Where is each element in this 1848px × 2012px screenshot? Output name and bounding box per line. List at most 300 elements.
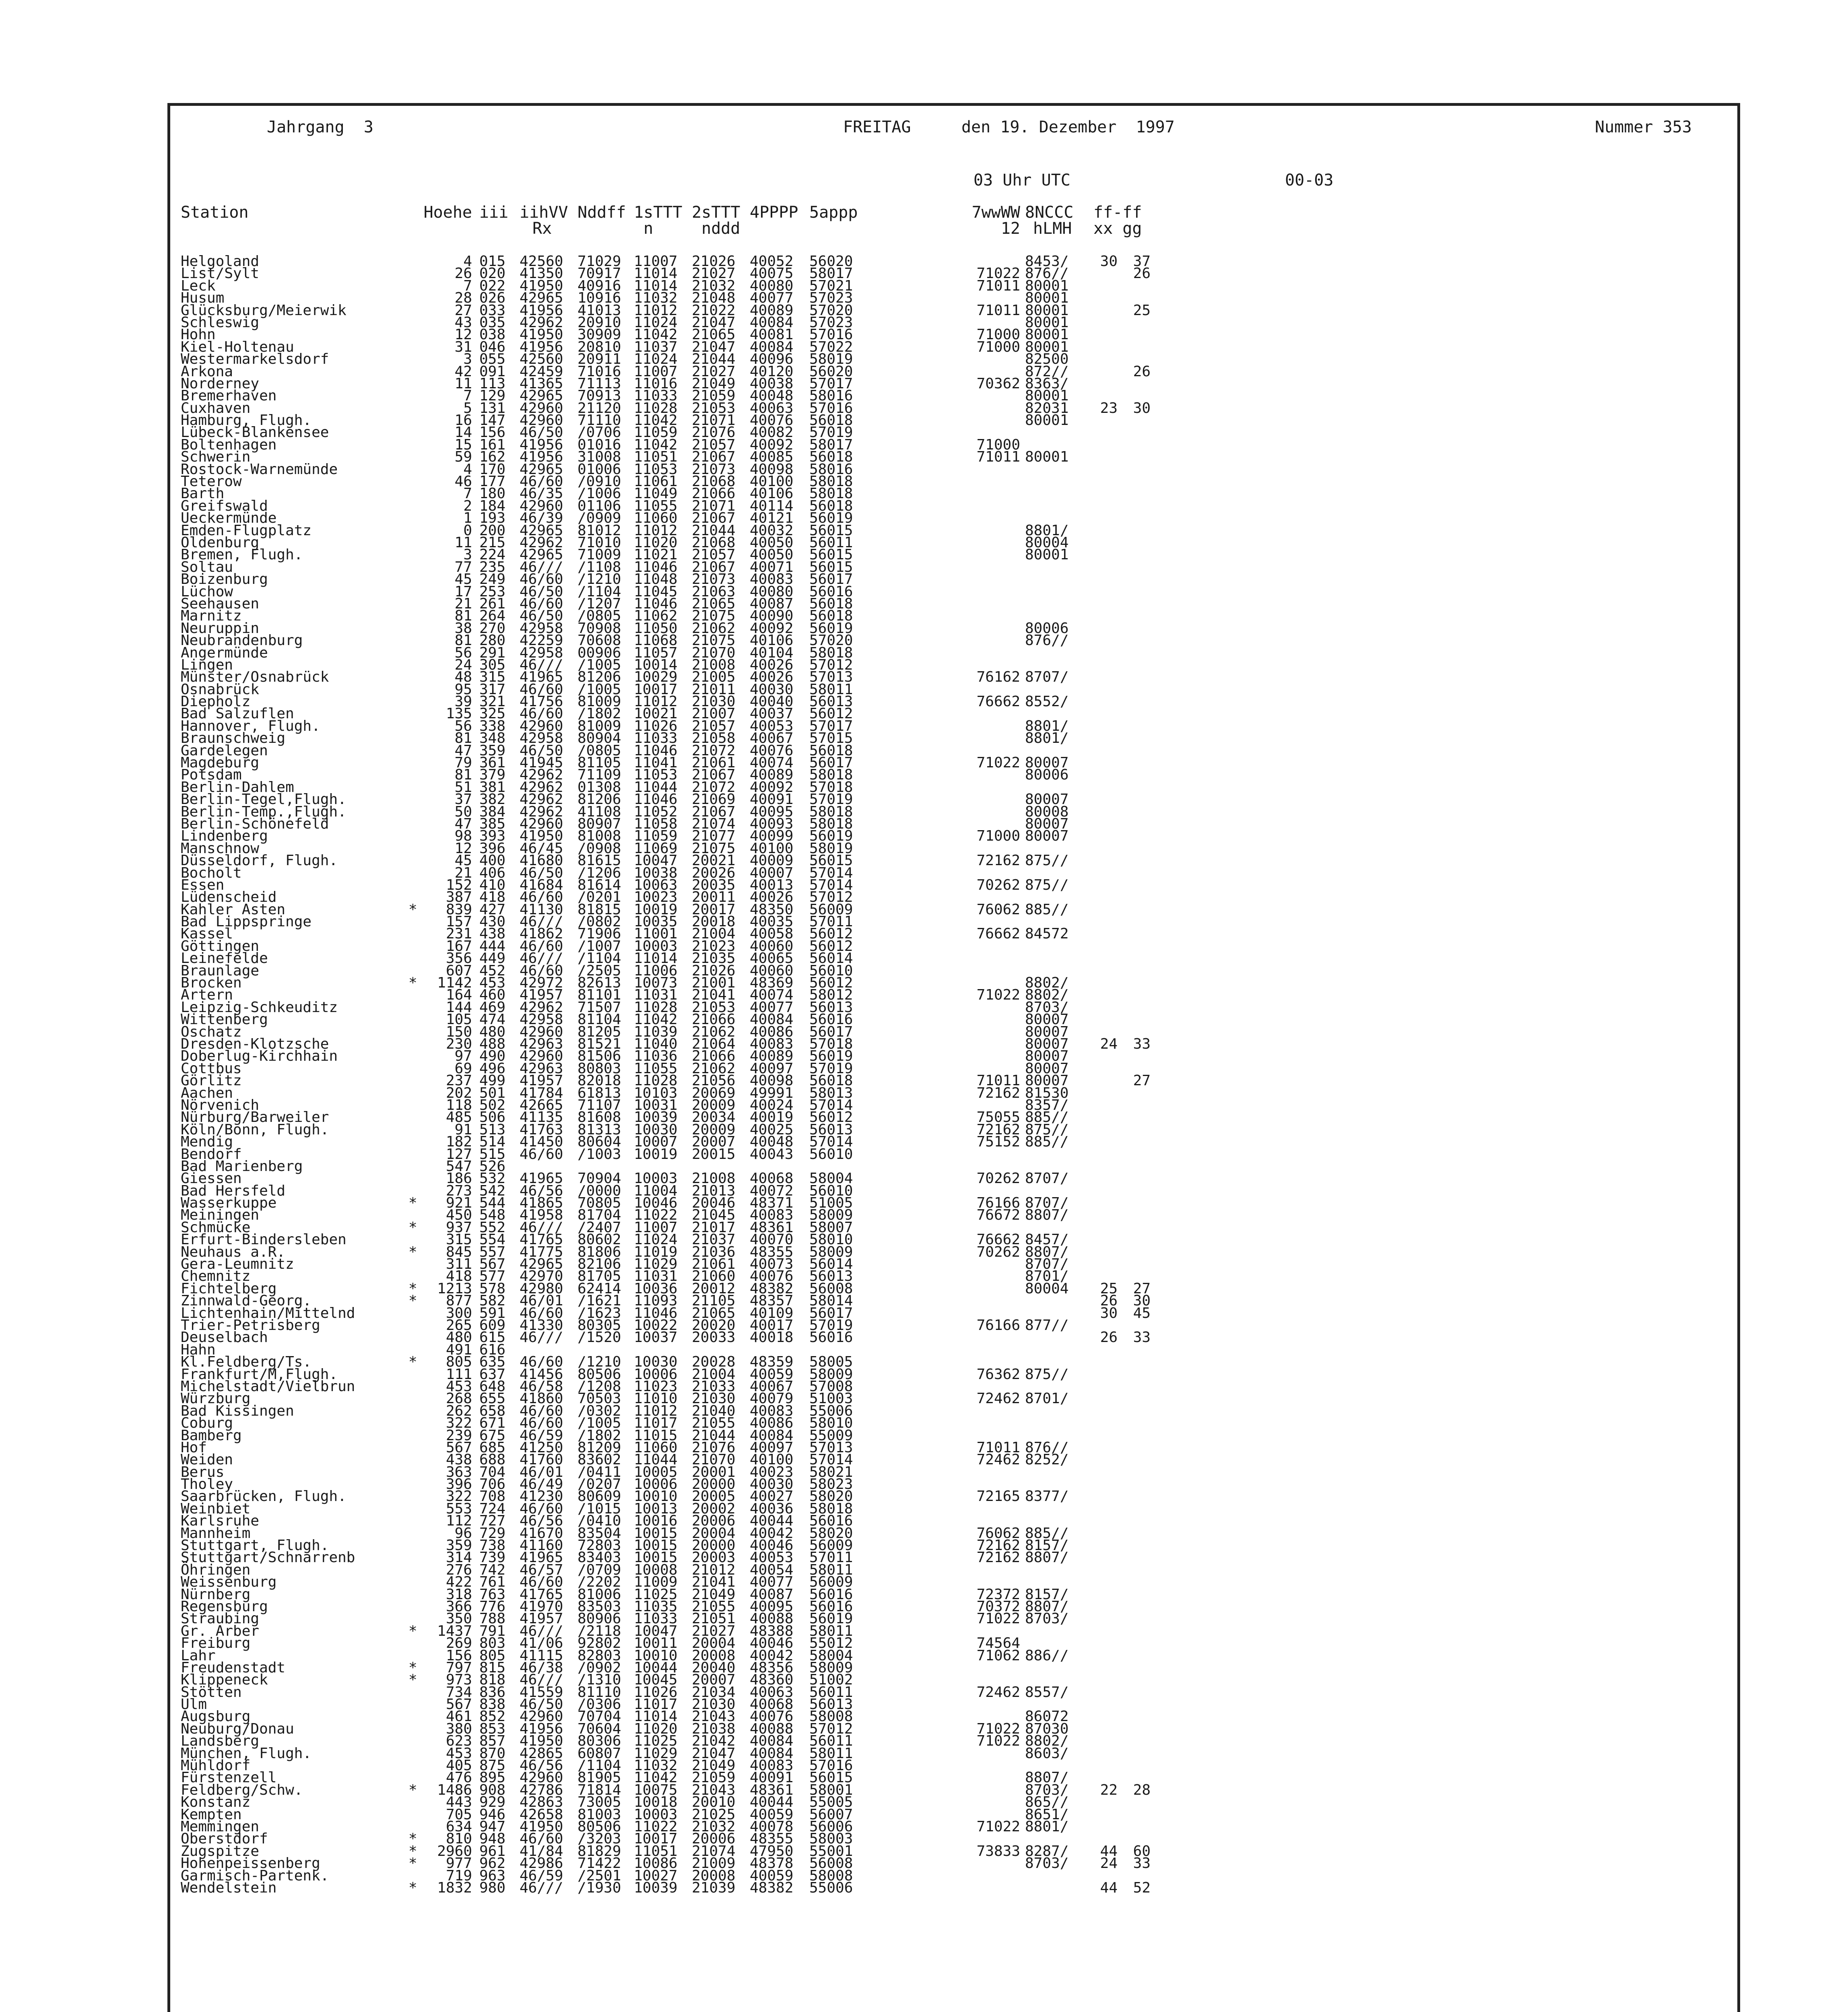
group-2sttt: 21055 (692, 1598, 736, 1615)
group-nddff: 80506 (578, 1366, 621, 1383)
group-4pppp: 48388 (750, 1622, 794, 1639)
group-2sttt: 21066 (692, 1011, 736, 1028)
group-nddff: 81506 (578, 1048, 621, 1065)
group-4pppp: 40083 (750, 1207, 794, 1224)
station-id: 554 (479, 1231, 506, 1248)
table-row (170, 424, 1737, 441)
station-name: Bad Hersfeld (181, 1182, 286, 1199)
table-row (170, 1867, 1737, 1884)
group-2sttt: 21017 (692, 1219, 736, 1236)
group-iihvv: 42960 (520, 717, 563, 734)
group-2sttt: 21058 (692, 730, 736, 747)
station-name: Neuburg/Donau (181, 1720, 294, 1737)
station-id: 193 (479, 510, 506, 527)
table-row (170, 1219, 1737, 1236)
group-1sttt: 10017 (634, 681, 678, 698)
station-name: Braunlage (181, 962, 260, 979)
station-name: Doberlug-Kirchhain (181, 1048, 338, 1065)
group-1sttt: 11045 (634, 583, 678, 600)
group-nddff: /1210 (578, 1354, 621, 1371)
station-height: 350 (446, 1610, 472, 1627)
station-id: 742 (479, 1561, 506, 1578)
station-name: Chemnitz (181, 1268, 251, 1285)
table-row (170, 1794, 1737, 1811)
table-row (170, 1182, 1737, 1199)
group-nddff: 80306 (578, 1733, 621, 1750)
station-name: Westermarkelsdorf (181, 351, 329, 368)
station-id: 449 (479, 950, 506, 967)
weekday-label: FREITAG (843, 118, 911, 136)
group-8nccc: 8802/ (1025, 987, 1069, 1004)
station-id: 671 (479, 1415, 506, 1432)
group-4pppp: 48360 (750, 1672, 794, 1688)
col-a5: 5appp (809, 203, 858, 222)
group-nddff: /1007 (578, 938, 621, 954)
station-id: 616 (479, 1341, 506, 1358)
group-iihvv: 42960 (520, 1023, 563, 1040)
table-row (170, 1011, 1737, 1028)
station-name: Manschnow (181, 840, 260, 857)
station-height: 4 (463, 253, 472, 270)
group-2sttt: 21045 (692, 1207, 736, 1224)
station-id: 460 (479, 987, 506, 1004)
group-1sttt: 10003 (634, 1170, 678, 1187)
group-8nccc: 80001 (1025, 290, 1069, 307)
station-id: 474 (479, 1011, 506, 1028)
group-2sttt: 20033 (692, 1329, 736, 1346)
group-1sttt: 11055 (634, 497, 678, 514)
group-4pppp: 48357 (750, 1293, 794, 1309)
group-8nccc: 8703/ (1025, 1781, 1069, 1798)
station-height: 1832 (437, 1879, 472, 1896)
table-row (170, 803, 1737, 820)
mountain-marker: * (408, 1831, 417, 1847)
group-4pppp: 40092 (750, 436, 794, 453)
group-nddff: /0902 (578, 1659, 621, 1676)
station-id: 235 (479, 559, 506, 575)
table-row (170, 1136, 1737, 1148)
group-1sttt: 11007 (634, 253, 678, 270)
station-id: 022 (479, 277, 506, 294)
station-name: Fichtelberg (181, 1280, 277, 1297)
group-5appp: 58013 (809, 1084, 853, 1101)
group-2sttt: 20003 (692, 1549, 736, 1566)
group-5appp: 58017 (809, 265, 853, 282)
group-nddff: /1108 (578, 559, 621, 575)
station-name: Glücksburg/Meierwik (181, 302, 346, 319)
table-row (170, 1378, 1737, 1395)
station-name: Meiningen (181, 1207, 260, 1224)
station-height: 21 (454, 864, 472, 881)
group-nddff: /0411 (578, 1464, 621, 1480)
group-4pppp: 40046 (750, 1537, 794, 1554)
group-8nccc: 8802/ (1025, 1733, 1069, 1750)
group-5appp: 57012 (809, 889, 853, 906)
group-4pppp: 40053 (750, 1549, 794, 1566)
group-nddff: /2118 (578, 1622, 621, 1639)
group-8nccc: 8801/ (1025, 1818, 1069, 1835)
group-2sttt: 21030 (692, 693, 736, 710)
station-height: 387 (446, 889, 472, 906)
station-height: 48 (454, 669, 472, 686)
group-5appp: 58011 (809, 1622, 853, 1639)
group-7wwww: 71062 (976, 1647, 1020, 1664)
group-iihvv: 42786 (520, 1781, 563, 1798)
station-id: 578 (479, 1280, 506, 1297)
group-4pppp: 40098 (750, 461, 794, 478)
col-ff: ff-ff (1093, 203, 1142, 222)
group-1sttt: 11014 (634, 265, 678, 282)
station-id: 805 (479, 1647, 506, 1664)
table-row (170, 1833, 1737, 1845)
station-name: Kl.Feldberg/Ts. (181, 1354, 312, 1371)
table-row (170, 876, 1737, 893)
group-2sttt: 21074 (692, 1843, 736, 1859)
gust-ff1: 44 (1100, 1879, 1118, 1896)
group-4pppp: 40120 (750, 363, 794, 380)
table-row (170, 999, 1737, 1016)
group-1sttt: 11022 (634, 1818, 678, 1835)
group-iihvv: 41765 (520, 1586, 563, 1603)
group-iihvv: 42962 (520, 314, 563, 331)
group-nddff: /1930 (578, 1879, 621, 1896)
station-name: Soltau (181, 559, 233, 575)
group-5appp: 56013 (809, 999, 853, 1016)
station-height: 322 (446, 1415, 472, 1432)
table-row (170, 1513, 1737, 1530)
group-4pppp: 48369 (750, 975, 794, 992)
station-id: 836 (479, 1684, 506, 1701)
group-4pppp: 40088 (750, 1720, 794, 1737)
group-1sttt: 11060 (634, 1439, 678, 1456)
group-4pppp: 48356 (750, 1659, 794, 1676)
station-id: 161 (479, 436, 506, 453)
group-1sttt: 11023 (634, 1378, 678, 1395)
station-id: 853 (479, 1720, 506, 1737)
group-iihvv: 41862 (520, 926, 563, 942)
group-8nccc: 80007 (1025, 1011, 1069, 1028)
station-name: Aachen (181, 1084, 233, 1101)
group-2sttt: 21032 (692, 1818, 736, 1835)
station-id: 544 (479, 1195, 506, 1212)
group-iihvv: 41135 (520, 1109, 563, 1126)
station-id: 615 (479, 1329, 506, 1346)
group-1sttt: 10039 (634, 1879, 678, 1896)
group-nddff: 81521 (578, 1036, 621, 1052)
station-name: List/Sylt (181, 265, 260, 282)
group-5appp: 57013 (809, 669, 853, 686)
group-8nccc: 8701/ (1025, 1390, 1069, 1407)
group-1sttt: 11009 (634, 1574, 678, 1591)
station-height: 144 (446, 999, 472, 1016)
group-4pppp: 40095 (750, 803, 794, 820)
group-nddff: /1104 (578, 583, 621, 600)
station-name: Schmücke (181, 1219, 251, 1236)
group-iihvv: 42962 (520, 767, 563, 783)
station-height: 186 (446, 1170, 472, 1187)
station-id: 962 (479, 1855, 506, 1872)
table-row (170, 1647, 1737, 1664)
group-4pppp: 40071 (750, 559, 794, 575)
group-iihvv: 46/56 (520, 1757, 563, 1774)
station-id: 215 (479, 534, 506, 551)
station-name: Leipzig-Schkeuditz (181, 999, 338, 1016)
group-iihvv: 42960 (520, 497, 563, 514)
group-1sttt: 11021 (634, 546, 678, 563)
gust-ff1: 23 (1100, 400, 1118, 416)
group-4pppp: 40086 (750, 1415, 794, 1432)
station-name: Lüchow (181, 583, 233, 600)
table-row (170, 1781, 1737, 1798)
group-iihvv: 42962 (520, 534, 563, 551)
group-4pppp: 40080 (750, 583, 794, 600)
station-id: 738 (479, 1537, 506, 1554)
group-7wwww: 76662 (976, 1231, 1020, 1248)
group-4pppp: 40063 (750, 1684, 794, 1701)
table-row (170, 522, 1737, 539)
station-name: Schwerin (181, 449, 251, 466)
group-1sttt: 10075 (634, 1781, 678, 1798)
group-4pppp: 48350 (750, 901, 794, 918)
group-4pppp: 40114 (750, 497, 794, 514)
station-name: Diepholz (181, 693, 251, 710)
group-1sttt: 11061 (634, 473, 678, 490)
station-name: Cottbus (181, 1060, 242, 1077)
gust-ff1: 25 (1100, 1280, 1118, 1297)
group-5appp: 56020 (809, 363, 853, 380)
station-height: 56 (454, 644, 472, 661)
table-row (170, 889, 1737, 906)
group-iihvv: 46/60 (520, 571, 563, 588)
station-name: Greifswald (181, 497, 268, 514)
group-2sttt: 21057 (692, 717, 736, 734)
station-name: Wasserkuppe (181, 1195, 277, 1212)
group-iihvv: 41865 (520, 1195, 563, 1212)
group-nddff: /0302 (578, 1402, 621, 1419)
station-name: Hamburg, Flugh. (181, 412, 312, 429)
group-1sttt: 10029 (634, 669, 678, 686)
group-iihvv: 42965 (520, 546, 563, 563)
group-5appp: 57021 (809, 277, 853, 294)
group-1sttt: 11033 (634, 730, 678, 747)
group-2sttt: 21047 (692, 1745, 736, 1762)
group-nddff: 60807 (578, 1745, 621, 1762)
group-7wwww: 72462 (976, 1451, 1020, 1468)
group-2sttt: 21073 (692, 461, 736, 478)
group-5appp: 57014 (809, 864, 853, 881)
group-iihvv: 42259 (520, 632, 563, 649)
table-row (170, 769, 1737, 781)
station-id: 131 (479, 400, 506, 416)
station-height: 97 (454, 1048, 472, 1065)
station-name: Oldenburg (181, 534, 260, 551)
group-5appp: 56012 (809, 1109, 853, 1126)
group-2sttt: 20015 (692, 1146, 736, 1163)
group-4pppp: 40043 (750, 1146, 794, 1163)
group-4pppp: 40030 (750, 681, 794, 698)
group-nddff: 70913 (578, 388, 621, 404)
group-2sttt: 21065 (692, 595, 736, 612)
station-name: Emden-Flugplatz (181, 522, 312, 539)
group-nddff: 80907 (578, 815, 621, 832)
station-name: Berlin-Temp.,Flugh. (181, 803, 346, 820)
group-nddff: 81206 (578, 669, 621, 686)
table-row (170, 828, 1737, 845)
group-2sttt: 20006 (692, 1513, 736, 1530)
station-name: Essen (181, 876, 225, 893)
station-name: Hahn (181, 1341, 216, 1358)
group-5appp: 56011 (809, 1733, 853, 1750)
station-height: 46 (454, 473, 472, 490)
table-row (170, 461, 1737, 478)
group-4pppp: 40058 (750, 926, 794, 942)
group-nddff: 80803 (578, 1060, 621, 1077)
date-label: den 19. Dezember 1997 (961, 118, 1175, 136)
group-5appp: 55005 (809, 1794, 853, 1811)
gust-ff2: 52 (1133, 1879, 1151, 1896)
gust-ff1: 26 (1100, 1293, 1118, 1309)
group-8nccc: 8802/ (1025, 975, 1069, 992)
group-8nccc: 876// (1025, 1439, 1069, 1456)
station-id: 776 (479, 1598, 506, 1615)
group-5appp: 55012 (809, 1635, 853, 1652)
group-1sttt: 11042 (634, 1011, 678, 1028)
table-row (170, 1341, 1737, 1358)
group-8nccc: 80001 (1025, 388, 1069, 404)
station-name: Nürburg/Barweiler (181, 1109, 329, 1126)
group-8nccc: 80007 (1025, 754, 1069, 771)
group-2sttt: 21041 (692, 1574, 736, 1591)
table-row (170, 1845, 1737, 1857)
station-name: Straubing (181, 1610, 260, 1627)
station-id: 685 (479, 1439, 506, 1456)
group-4pppp: 40097 (750, 1060, 794, 1077)
group-1sttt: 11022 (634, 1207, 678, 1224)
group-4pppp: 40098 (750, 1072, 794, 1089)
group-nddff: /0207 (578, 1476, 621, 1493)
group-8nccc: 80001 (1025, 314, 1069, 331)
group-2sttt: 21072 (692, 779, 736, 796)
station-height: 26 (454, 265, 472, 282)
station-id: 270 (479, 620, 506, 637)
station-name: Brocken (181, 975, 242, 992)
station-id: 184 (479, 497, 506, 514)
station-height: 1486 (437, 1781, 472, 1798)
group-iihvv: 46/59 (520, 1867, 563, 1884)
group-nddff: 81012 (578, 522, 621, 539)
group-iihvv: 46/60 (520, 1500, 563, 1517)
group-1sttt: 10035 (634, 913, 678, 930)
table-row (170, 326, 1737, 343)
table-row (170, 975, 1737, 992)
group-1sttt: 11015 (634, 1427, 678, 1444)
group-4pppp: 40084 (750, 314, 794, 331)
group-1sttt: 10023 (634, 889, 678, 906)
table-row (170, 277, 1737, 294)
group-5appp: 56015 (809, 522, 853, 539)
group-5appp: 58005 (809, 1354, 853, 1371)
group-4pppp: 40042 (750, 1647, 794, 1664)
group-iihvv: 41957 (520, 1072, 563, 1089)
group-1sttt: 11014 (634, 1708, 678, 1725)
group-1sttt: 10044 (634, 1659, 678, 1676)
group-5appp: 58009 (809, 1366, 853, 1383)
group-nddff: 81704 (578, 1207, 621, 1224)
station-id: 180 (479, 485, 506, 502)
group-iihvv: 46/50 (520, 583, 563, 600)
group-2sttt: 21075 (692, 608, 736, 625)
group-iihvv: 46/60 (520, 681, 563, 698)
group-8nccc: 80008 (1025, 803, 1069, 820)
group-1sttt: 11031 (634, 987, 678, 1004)
group-5appp: 58007 (809, 1219, 853, 1236)
station-id: 499 (479, 1072, 506, 1089)
group-5appp: 57014 (809, 1097, 853, 1113)
group-nddff: 83504 (578, 1525, 621, 1542)
group-iihvv: 41756 (520, 693, 563, 710)
group-1sttt: 11007 (634, 1219, 678, 1236)
station-id: 838 (479, 1696, 506, 1713)
station-id: 567 (479, 1256, 506, 1273)
station-id: 156 (479, 424, 506, 441)
station-name: Deuselbach (181, 1329, 268, 1346)
station-name: Bad Marienberg (181, 1158, 303, 1175)
station-height: 7 (463, 277, 472, 294)
station-height: 15 (454, 436, 472, 453)
group-8nccc: 875// (1025, 852, 1069, 869)
group-iihvv: 41559 (520, 1684, 563, 1701)
group-5appp: 56018 (809, 1072, 853, 1089)
group-2sttt: 21075 (692, 840, 736, 857)
group-8nccc: 875// (1025, 1121, 1069, 1138)
group-7wwww: 71000 (976, 828, 1020, 845)
group-1sttt: 11055 (634, 1060, 678, 1077)
group-2sttt: 20010 (692, 1794, 736, 1811)
station-id: 946 (479, 1806, 506, 1823)
group-iihvv: 41956 (520, 436, 563, 453)
station-id: 264 (479, 608, 506, 625)
group-2sttt: 21061 (692, 754, 736, 771)
station-table (170, 253, 1737, 1896)
station-height: 56 (454, 717, 472, 734)
group-nddff: /1206 (578, 864, 621, 881)
station-id: 658 (479, 1402, 506, 1419)
station-height: 81 (454, 730, 472, 747)
group-iihvv: 42958 (520, 644, 563, 661)
group-5appp: 56008 (809, 1280, 853, 1297)
group-1sttt: 10015 (634, 1549, 678, 1566)
report-page (167, 103, 1740, 2012)
station-id: 648 (479, 1378, 506, 1395)
group-iihvv: 46/// (520, 1879, 563, 1896)
station-name: Freudenstadt (181, 1659, 286, 1676)
group-8nccc: 8703/ (1025, 1855, 1069, 1872)
table-row (170, 1390, 1737, 1407)
group-8nccc: 8457/ (1025, 1231, 1069, 1248)
station-id: 261 (479, 595, 506, 612)
group-4pppp: 40090 (750, 608, 794, 625)
group-2sttt: 21022 (692, 302, 736, 319)
group-nddff: /2501 (578, 1867, 621, 1884)
group-4pppp: 40030 (750, 1476, 794, 1493)
group-nddff: 71507 (578, 999, 621, 1016)
group-iihvv: 42963 (520, 1036, 563, 1052)
group-2sttt: 21067 (692, 510, 736, 527)
group-2sttt: 21057 (692, 436, 736, 453)
group-4pppp: 40067 (750, 730, 794, 747)
station-height: 461 (446, 1708, 472, 1725)
station-name: Lichtenhain/Mittelnd (181, 1305, 355, 1321)
